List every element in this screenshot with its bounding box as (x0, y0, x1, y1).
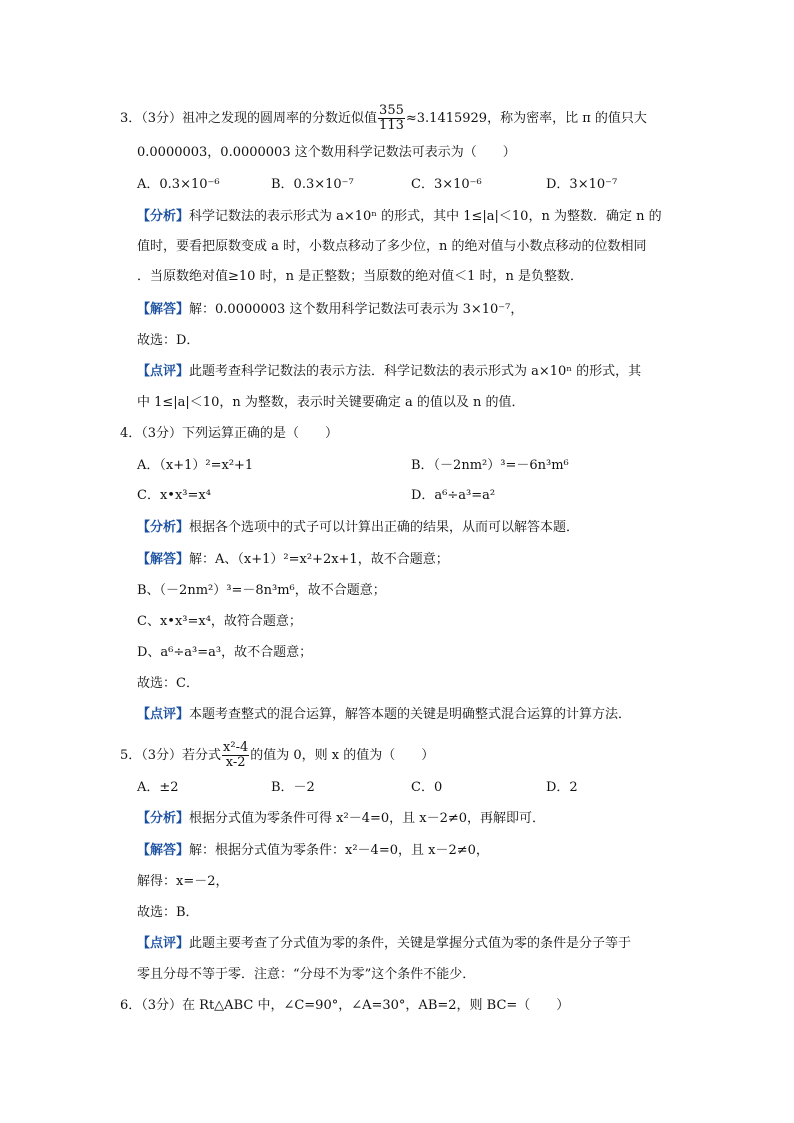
q5-comment (137, 934, 631, 954)
q4-answer-text-1: 解：A、（x+1）²=x²+2x+1，故不合题意； (189, 552, 449, 567)
q3-fraction-denominator: 113 (379, 118, 404, 133)
q4-stem: 4．（3分）下列运算正确的是（ ） (120, 426, 339, 441)
q4-option-d: D．a⁶÷a³=a² (411, 488, 496, 503)
q3-analysis (137, 207, 662, 227)
q5-tail: 的值为 0，则 x 的值为（ ） (250, 748, 435, 763)
q5-answer-label: 【解答】 (137, 843, 190, 858)
q4-option-c: C．x•x³=x⁴ (137, 488, 211, 503)
q4-answer-text-4: D、a⁶÷a³=a³，故不合题意； (137, 645, 313, 660)
q5-answer-text-3: 故选：B． (137, 905, 199, 920)
q5-analysis-text-1: 根据分式值为零条件可得 x²－4=0，且 x－2≠0，再解即可． (189, 811, 546, 826)
q3-analysis-label: 【分析】 (137, 209, 190, 224)
q5-analysis (137, 809, 545, 829)
q4-analysis-text-1: 根据各个选项中的式子可以计算出正确的结果，从而可以解答本题． (189, 520, 580, 535)
q3-comment-text-1: 此题考查科学记数法的表示方法．科学记数法的表示形式为 a×10ⁿ 的形式，其 (189, 364, 642, 379)
q3-stem-line2: 0.0000003，0.0000003 这个数用科学记数法可表示为（ ） (137, 145, 516, 160)
q3-head: 3．（3分）祖冲之发现的圆周率的分数近似值 (120, 111, 378, 126)
q4-analysis (137, 518, 579, 538)
q3-option-a: A．0.3×10⁻⁶ (137, 177, 220, 192)
q5-answer-text-1: 解：根据分式值为零条件：x²－4=0，且 x－2≠0， (189, 843, 489, 858)
q5-comment-text-2: 零且分母不等于零．注意：“分母不为零”这个条件不能少． (137, 967, 476, 982)
q4-option-a: A．（x+1）²=x²+1 (137, 458, 254, 473)
q4-answer-text-3: C、x•x³=x⁴，故符合题意； (137, 614, 302, 629)
q5-fraction (222, 741, 249, 770)
q5-option-b: B．－2 (271, 780, 315, 795)
q4-comment-label: 【点评】 (137, 707, 190, 722)
q3-answer-label: 【解答】 (137, 302, 190, 317)
q5-comment-label: 【点评】 (137, 936, 190, 951)
q5-fraction-denominator: x-2 (225, 755, 246, 770)
q3-option-d: D．3×10⁻⁷ (546, 177, 618, 192)
q4-answer-text-5: 故选：C． (137, 676, 199, 691)
q5-answer-text-2: 解得：x=－2， (137, 874, 229, 889)
q5-analysis-label: 【分析】 (137, 811, 190, 826)
q3-option-b: B．0.3×10⁻⁷ (271, 177, 354, 192)
q6-stem: 6．（3分）在 Rt△ABC 中，∠C=90°，∠A=30°，AB=2，则 BC=（ ） (120, 998, 570, 1013)
q3-analysis-text-1: 科学记数法的表示形式为 a×10ⁿ 的形式，其中 1≤|a|＜10，n 为整数．确定 n 的 (189, 209, 662, 224)
q3-tail: ≈3.1415929，称为密率，比 π 的值只大 (405, 111, 647, 126)
q3-comment-text-2: 中 1≤|a|＜10，n 为整数，表示时关键要确定 a 的值以及 n 的值． (137, 395, 525, 410)
q4-answer-label: 【解答】 (137, 552, 190, 567)
q3-answer (137, 300, 523, 320)
q4-answer-text-2: B、（－2nm²）³=－8n³m⁶，故不合题意； (137, 583, 386, 598)
q3-answer-text-1: 解：0.0000003 这个数用科学记数法可表示为 3×10⁻⁷， (189, 302, 524, 317)
q5-answer (137, 841, 489, 861)
q4-comment-text-1: 本题考查整式的混合运算，解答本题的关键是明确整式混合运算的计算方法． (189, 707, 632, 722)
q4-analysis-label: 【分析】 (137, 520, 190, 535)
q3-comment-label: 【点评】 (137, 364, 190, 379)
q5-option-a: A．±2 (137, 780, 179, 795)
q3-option-c: C．3×10⁻⁶ (411, 177, 482, 192)
q5-option-c: C．0 (411, 780, 443, 795)
q5-comment-text-1: 此题主要考查了分式值为零的条件，关键是掌握分式值为零的条件是分子等于 (189, 936, 632, 951)
q3-answer-text-2: 故选：D． (137, 333, 200, 348)
q5-fraction-numerator: x²-4 (223, 740, 249, 755)
q3-fraction-numerator: 355 (379, 103, 404, 118)
q4-option-b: B．（－2nm²）³=－6n³m⁶ (411, 458, 569, 473)
q3-fraction (378, 104, 405, 133)
q5-stem (120, 741, 434, 770)
q3-stem (120, 104, 647, 133)
q3-analysis-text-2: 值时，要看把原数变成 a 时，小数点移动了多少位，n 的绝对值与小数点移动的位数相同 (137, 239, 647, 254)
q3-analysis-text-3: ．当原数绝对值≥10 时，n 是正整数；当原数的绝对值＜1 时，n 是负整数． (137, 269, 583, 284)
q4-comment (137, 705, 631, 725)
q3-comment (137, 362, 641, 382)
q5-option-d: D．2 (546, 780, 578, 795)
q4-answer (137, 550, 449, 570)
q5-head: 5．（3分）若分式 (120, 748, 222, 763)
